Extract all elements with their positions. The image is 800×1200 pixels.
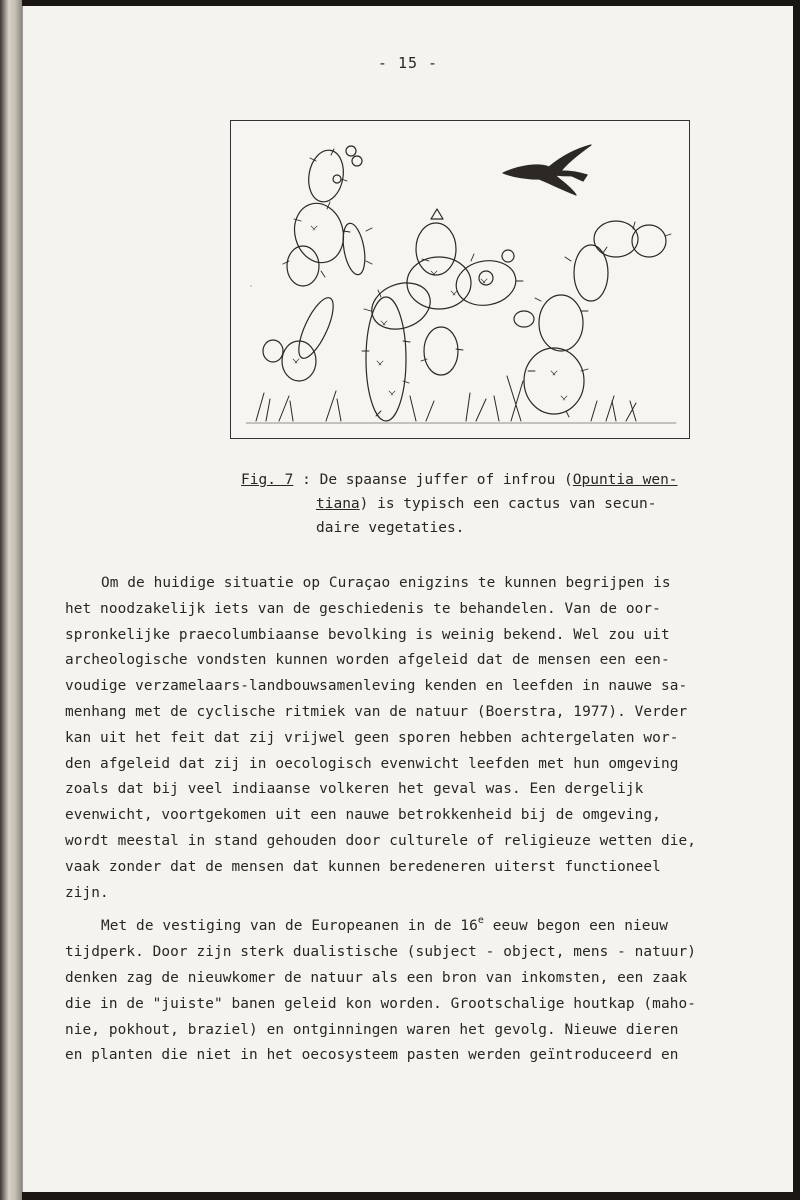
text-span: Met de vestiging van de Europeanen in de 16 [101,918,478,935]
cactus-spines [251,149,671,417]
figure-caption [241,468,701,540]
text-line: menhang met de cyclische ritmiek van de natuur (Boerstra, 1977). Verder [65,703,688,720]
text-line: voudige verzamelaars-landbouwsamenleving kenden en leefden in nauwe sa- [65,678,688,695]
caption-text: ) is typisch een cactus van secun- [359,496,657,512]
text-line: spronkelijke praecolumbiaanse bevolking is weinig bekend. Wel zou uit [65,626,670,643]
book-spine [0,0,22,1200]
text-line: evenwicht, voortgekomen uit een nauwe betrokkenheid bij de omgeving, [65,807,661,824]
text-line: vaak zonder dat de mensen dat kunnen beredeneren uiterst functioneel [65,858,661,875]
caption-line-1 [241,468,701,492]
text-line: zoals dat bij veel indiaanse volkeren het geval was. Een dergelijk [65,781,644,798]
grass-ground [246,376,676,423]
caption-colon: : [293,472,320,488]
cactus-drawing [231,121,689,438]
caption-species-name-cont: tiana [316,496,360,512]
cactus-right [514,221,666,414]
text-line: en planten die niet in het oecosysteem pasten werden geïntroduceerd en [65,1047,679,1064]
text-line: Om de huidige situatie op Curaçao enigzins te kunnen begrijpen is [101,575,671,591]
caption-line-2 [241,492,701,516]
body-text [65,571,705,1069]
caption-text: De spaanse juffer of infrou ( [319,472,573,488]
text-line: tijdperk. Door zijn sterk dualistische (subject - object, mens - natuur) [65,944,696,961]
text-line: den afgeleid dat zij in oecologisch evenwicht leefden met hun omgeving [65,755,679,772]
text-line: kan uit het feit dat zij vrijwel geen sporen hebben achtergelaten wor- [65,729,679,746]
text-line: denken zag de nieuwkomer de natuur als een bron van inkomsten, een zaak [65,969,688,986]
swallow-bird [503,145,591,195]
figure-cactus-illustration [230,120,690,439]
paragraph-gap [65,906,705,914]
text-line: nie, pokhout, braziel) en ontginningen waren het gevolg. Nieuwe dieren [65,1021,679,1038]
text-line: zijn. [65,884,109,901]
cactus-texture [293,226,567,400]
text-line [65,914,705,940]
caption-line-3: daire vegetaties. [316,520,465,536]
page-sheet [22,6,793,1192]
caption-species-name: Opuntia wen- [572,472,678,488]
cactus-center [365,209,519,421]
text-line: het noodzakelijk iets van de geschiedenis te behandelen. Van de oor- [65,600,661,617]
text-span: eeuw begon een nieuw [483,918,669,935]
text-line: die in de "juiste" banen geleid kon worden. Grootschalige houtkap (maho- [65,995,696,1012]
text-line: wordt meestal in stand gehouden door culturele of religieuze wetten die, [65,832,696,849]
superscript: e [477,915,484,927]
page-number: - 15 - [377,54,439,72]
caption-label: Fig. 7 [241,472,294,488]
cactus-left-tall [263,146,368,381]
text-line: archeologische vondsten kunnen worden afgeleid dat de mensen een een- [65,652,670,669]
